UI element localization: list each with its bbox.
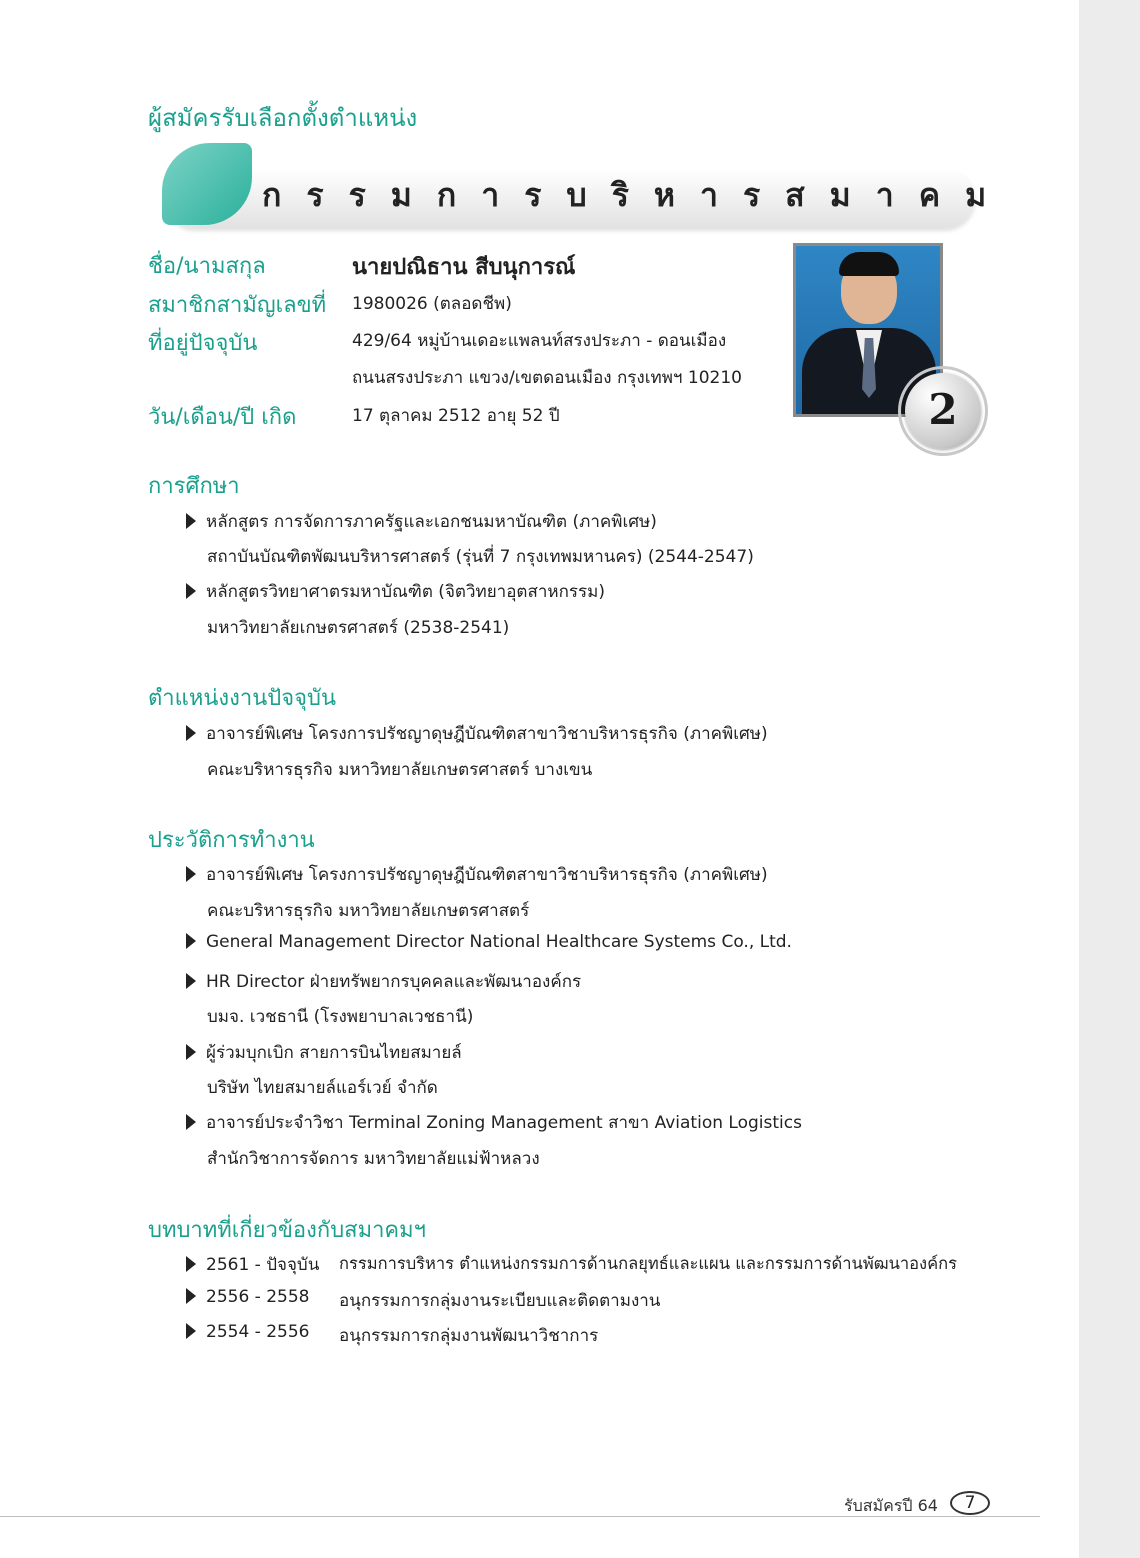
list-item: 2556 - 2558 xyxy=(186,1287,309,1307)
list-item-line: บมจ. เวชธานี (โรงพยาบาลเวชธานี) xyxy=(207,1007,474,1027)
page-side-band xyxy=(1079,0,1140,1558)
bullet-arrow-icon xyxy=(186,1323,196,1339)
list-item: อาจารย์ประจำวิชา Terminal Zoning Management สาขา Aviation Logistics xyxy=(186,1109,802,1136)
education-heading: การศึกษา xyxy=(148,474,240,499)
birth-label: วัน/เดือน/ปี เกิด xyxy=(148,405,297,430)
list-item: HR Director ฝ่ายทรัพยากรบุคคลและพัฒนาองค์กร xyxy=(186,968,581,995)
bullet-arrow-icon xyxy=(186,725,196,741)
list-item-line: คณะบริหารธุรกิจ มหาวิทยาลัยเกษตรศาสตร์ บางเขน xyxy=(207,760,593,780)
role-text: อนุกรรมการกลุ่มงานพัฒนาวิชาการ xyxy=(339,1326,599,1346)
member-label: สมาชิกสามัญเลขที่ xyxy=(148,293,327,318)
birth-value: 17 ตุลาคม 2512 อายุ 52 ปี xyxy=(352,406,560,426)
work-history-heading: ประวัติการทำงาน xyxy=(148,828,315,853)
bullet-arrow-icon xyxy=(186,513,196,529)
list-item: 2561 - ปัจจุบัน xyxy=(186,1251,319,1278)
list-item-line: บริษัท ไทยสมายล์แอร์เวย์ จำกัด xyxy=(207,1078,438,1098)
candidate-number: 2 xyxy=(928,385,958,434)
address-label: ที่อยู่ปัจจุบัน xyxy=(148,331,258,356)
bullet-arrow-icon xyxy=(186,583,196,599)
role-text: กรรมการบริหาร ตำแหน่งกรรมการด้านกลยุทธ์และแผน และกรรมการด้านพัฒนาองค์กร xyxy=(339,1254,958,1273)
bullet-arrow-icon xyxy=(186,1288,196,1304)
address-line-2: ถนนสรงประภา แขวง/เขตดอนเมือง กรุงเทพฯ 10210 xyxy=(352,368,742,388)
address-line-1: 429/64 หมู่บ้านเดอะแพลนท์สรงประภา - ดอนเมือง xyxy=(352,331,727,351)
list-item: อาจารย์พิเศษ โครงการปรัชญาดุษฎีบัณฑิตสาขาวิชาบริหารธุรกิจ (ภาคพิเศษ) xyxy=(186,720,768,747)
name-label: ชื่อ/นามสกุล xyxy=(148,254,266,279)
list-item: 2554 - 2556 xyxy=(186,1322,309,1342)
bullet-arrow-icon xyxy=(186,973,196,989)
current-position-heading: ตำแหน่งงานปัจจุบัน xyxy=(148,686,336,711)
list-item: ผู้ร่วมบุกเบิก สายการบินไทยสมายล์ xyxy=(186,1039,462,1066)
photo-hair xyxy=(839,252,899,276)
list-item-line: สำนักวิชาการจัดการ มหาวิทยาลัยแม่ฟ้าหลวง xyxy=(207,1149,540,1169)
list-item: อาจารย์พิเศษ โครงการปรัชญาดุษฎีบัณฑิตสาขาวิชาบริหารธุรกิจ (ภาคพิเศษ) xyxy=(186,861,768,888)
name-value: นายปณิธาน สีบนุการณ์ xyxy=(352,255,576,280)
list-item: หลักสูตร การจัดการภาครัฐและเอกชนมหาบัณฑิต (ภาคพิเศษ) xyxy=(186,508,657,535)
list-item-line: คณะบริหารธุรกิจ มหาวิทยาลัยเกษตรศาสตร์ xyxy=(207,901,530,921)
bullet-arrow-icon xyxy=(186,1256,196,1272)
list-item-line: มหาวิทยาลัยเกษตรศาสตร์ (2538-2541) xyxy=(207,618,510,638)
association-roles-heading: บทบาทที่เกี่ยวข้องกับสมาคมฯ xyxy=(148,1218,427,1243)
list-item-line: สถาบันบัณฑิตพัฒนบริหารศาสตร์ (รุ่นที่ 7 กรุงเทพมหานคร) (2544-2547) xyxy=(207,547,754,567)
page-subtitle: ผู้สมัครรับเลือกตั้งตำแหน่ง xyxy=(148,104,418,132)
footer-text: รับสมัครปี 64 xyxy=(844,1496,938,1515)
banner-title: กรรมการบริหารสมาคม xyxy=(262,176,1012,214)
bullet-arrow-icon xyxy=(186,1114,196,1130)
member-value: 1980026 (ตลอดชีพ) xyxy=(352,294,512,314)
bullet-arrow-icon xyxy=(186,933,196,949)
bullet-arrow-icon xyxy=(186,1044,196,1060)
bullet-arrow-icon xyxy=(186,866,196,882)
list-item: General Management Director National Healthcare Systems Co., Ltd. xyxy=(186,932,792,952)
role-text: อนุกรรมการกลุ่มงานระเบียบและติดตามงาน xyxy=(339,1291,661,1311)
page-number: 7 xyxy=(950,1491,990,1515)
list-item: หลักสูตรวิทยาศาตรมหาบัณฑิต (จิตวิทยาอุตสาหกรรม) xyxy=(186,578,605,605)
